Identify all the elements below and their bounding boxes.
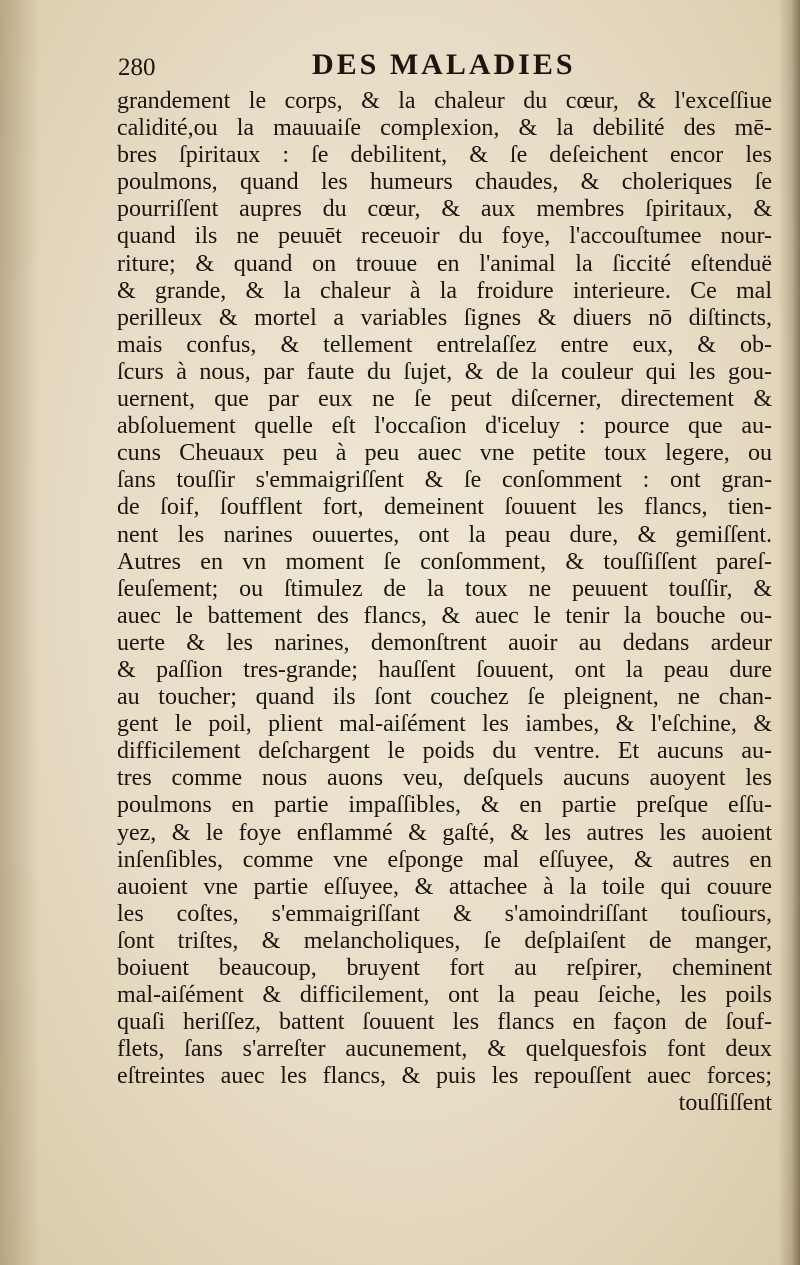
text-line: quand ils ne peuuēt receuoir du foye, l'accouſtumee nour- [117,223,772,250]
text-line: riture; & quand on trouue en l'animal la ſiccité eſtenduë [117,250,772,277]
text-line: poulmons en partie impaſſibles, & en partie preſque eſſu- [117,792,772,819]
text-line: perilleux & mortel a variables ſignes & diuers nō diſtincts, [117,304,772,331]
text-line: Autres en vn moment ſe conſomment, & touſſiſſent pareſ- [117,548,772,575]
text-line: nent les narines ouuertes, ont la peau dure, & gemiſſent. [117,521,772,548]
text-line: & grande, & la chaleur à la froidure interieure. Ce mal [117,277,772,304]
text-line: auoient vne partie eſſuyee, & attachee à la toile qui couure [117,873,772,900]
text-line: mal-aiſément & difficilement, ont la peau ſeiche, les poils [117,982,772,1009]
text-line: eſtreintes auec les flancs, & puis les repouſſent auec forces; [117,1063,772,1090]
text-line: cuns Cheuaux peu à peu auec vne petite toux legere, ou [117,440,772,467]
text-line: poulmons, quand les humeurs chaudes, & choleriques ſe [117,169,772,196]
text-line: ſans touſſir s'emmaigriſſent & ſe conſomment : ont gran- [117,467,772,494]
text-line: ſeuſement; ou ſtimulez de la toux ne peuuent touſſir, & [117,575,772,602]
text-line: calidité,ou la mauuaiſe complexion, & la debilité des mē- [117,115,772,142]
text-line: uernent, que par eux ne ſe peut diſcerner, directement & [117,386,772,413]
page-number: 280 [118,54,156,81]
text-line: mais confus, & tellement entrelaſſez entre eux, & ob- [117,331,772,358]
text-line: grandement le corps, & la chaleur du cœur, & l'exceſſiue [117,88,772,114]
text-line: ſont triſtes, & melancholiques, ſe deſplaiſent de manger, [117,927,772,954]
text-line: flets, ſans s'arreſter aucunement, & quelquesfois font deux [117,1036,772,1063]
text-line: tres comme nous auons veu, deſquels aucuns auoyent les [117,765,772,792]
page-header [112,48,792,88]
page-edge-shadow [778,0,800,1265]
page-gutter-shadow [0,0,40,1265]
text-line: boiuent beaucoup, bruyent fort au reſpirer, cheminent [117,955,772,981]
catchword: touſſiſſent [678,1090,772,1117]
text-line: quaſi heriſſez, battent ſouuent les flancs en façon de ſouf- [117,1009,772,1036]
text-line: uerte & les narines, demonſtrent auoir au dedans ardeur [117,629,772,656]
text-line: abſoluement quelle eſt l'occaſion d'iceluy : pource que au- [117,413,772,440]
body-text [117,88,772,1118]
text-line: & paſſion tres-grande; hauſſent ſouuent, ont la peau dure [117,656,772,683]
text-line: pourriſſent aupres du cœur, & aux membres ſpiritaux, & [117,196,772,223]
text-line: gent le poil, plient mal-aiſément les iambes, & l'eſchine, & [117,711,772,738]
text-line: au toucher; quand ils ſont couchez ſe pleignent, ne chan- [117,684,772,711]
text-line: yez, & le foye enflammé & gaſté, & les autres les auoient [117,819,772,846]
text-line: bres ſpiritaux : ſe debilitent, & ſe deſeichent encor les [117,142,772,169]
text-line: auec le battement des flancs, & auec le tenir la bouche ou- [117,602,772,629]
text-line: les coſtes, s'emmaigriſſant & s'amoindriſſant touſiours, [117,900,772,927]
running-head: DES MALADIES [312,48,576,81]
text-line: ſcurs à nous, par faute du ſujet, & de la couleur qui les gou- [117,358,772,385]
text-line: difficilement deſchargent le poids du ventre. Et aucuns au- [117,738,772,765]
text-line: de ſoif, ſoufflent fort, demeinent ſouuent les flancs, tien- [117,494,772,521]
text-line: inſenſibles, comme vne eſponge mal eſſuyee, & autres en [117,846,772,873]
